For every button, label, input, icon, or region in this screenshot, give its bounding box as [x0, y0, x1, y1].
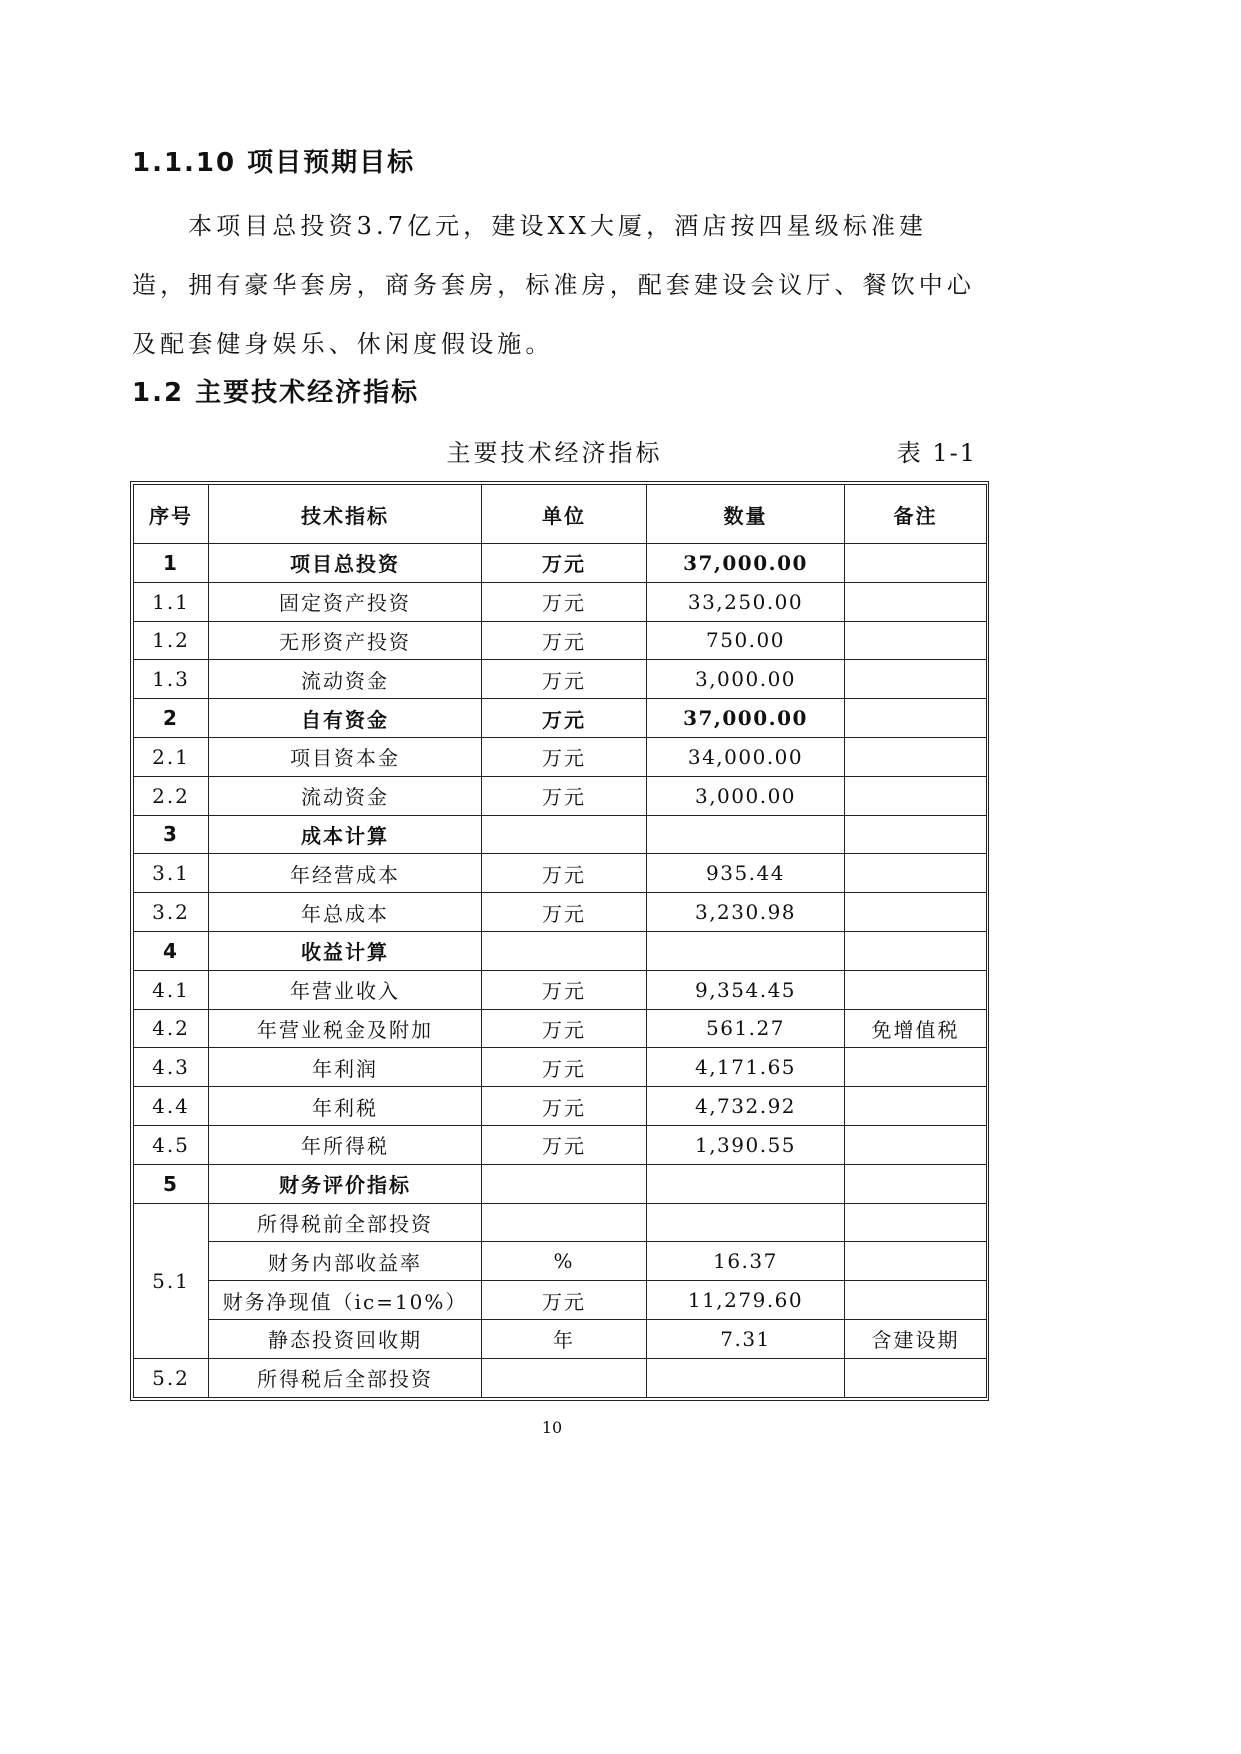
row-remark	[845, 1281, 987, 1320]
row-remark	[845, 854, 987, 893]
row-quantity: 34,000.00	[647, 737, 845, 776]
row-remark	[845, 1087, 987, 1126]
table-caption	[132, 433, 977, 473]
row-indicator: 静态投资回收期	[209, 1319, 482, 1358]
row-indicator: 固定资产投资	[209, 582, 482, 621]
row-unit: 万元	[482, 737, 647, 776]
row-unit: %	[482, 1242, 647, 1281]
header-remark: 备注	[845, 485, 987, 544]
row-seq: 3	[134, 815, 209, 854]
table-row	[134, 699, 987, 738]
section-heading-1-1-10: 1.1.10 项目预期目标	[132, 148, 416, 178]
row-remark	[845, 582, 987, 621]
table-row	[134, 1319, 987, 1358]
row-remark	[845, 737, 987, 776]
row-indicator: 所得税后全部投资	[209, 1358, 482, 1397]
table-row	[134, 854, 987, 893]
row-indicator: 年利润	[209, 1048, 482, 1087]
row-remark	[845, 1242, 987, 1281]
row-quantity	[647, 1358, 845, 1397]
row-seq: 4.5	[134, 1125, 209, 1164]
row-indicator: 财务评价指标	[209, 1164, 482, 1203]
row-quantity: 7.31	[647, 1319, 845, 1358]
row-seq: 2.1	[134, 737, 209, 776]
row-indicator: 收益计算	[209, 931, 482, 970]
row-seq: 4.2	[134, 1009, 209, 1048]
row-remark	[845, 1358, 987, 1397]
row-unit	[482, 1164, 647, 1203]
row-unit: 万元	[482, 970, 647, 1009]
row-remark	[845, 931, 987, 970]
row-seq: 3.1	[134, 854, 209, 893]
table-row	[134, 1281, 987, 1320]
table-row	[134, 737, 987, 776]
row-remark	[845, 660, 987, 699]
table-row	[134, 1009, 987, 1048]
row-unit: 万元	[482, 621, 647, 660]
row-unit: 万元	[482, 1125, 647, 1164]
row-indicator: 流动资金	[209, 660, 482, 699]
row-quantity	[647, 1164, 845, 1203]
row-seq: 5.1	[134, 1203, 209, 1358]
table-row	[134, 1164, 987, 1203]
row-quantity: 935.44	[647, 854, 845, 893]
row-seq: 4.1	[134, 970, 209, 1009]
row-indicator: 项目资本金	[209, 737, 482, 776]
page-number: 10	[541, 1418, 563, 1437]
row-indicator: 成本计算	[209, 815, 482, 854]
row-unit: 万元	[482, 1048, 647, 1087]
row-unit: 万元	[482, 1009, 647, 1048]
row-quantity: 3,000.00	[647, 776, 845, 815]
row-quantity: 11,279.60	[647, 1281, 845, 1320]
row-remark: 免增值税	[845, 1009, 987, 1048]
row-seq: 3.2	[134, 893, 209, 932]
row-seq: 1.3	[134, 660, 209, 699]
row-seq: 2.2	[134, 776, 209, 815]
row-indicator: 年营业收入	[209, 970, 482, 1009]
row-indicator: 年营业税金及附加	[209, 1009, 482, 1048]
row-quantity: 1,390.55	[647, 1125, 845, 1164]
row-unit: 万元	[482, 544, 647, 583]
row-remark	[845, 815, 987, 854]
row-remark	[845, 1203, 987, 1242]
row-quantity: 37,000.00	[647, 544, 845, 583]
row-indicator: 年所得税	[209, 1125, 482, 1164]
row-seq: 1.2	[134, 621, 209, 660]
row-unit: 万元	[482, 854, 647, 893]
row-unit	[482, 815, 647, 854]
row-indicator: 财务净现值（ic=10%）	[209, 1281, 482, 1320]
table-row	[134, 815, 987, 854]
row-unit: 万元	[482, 699, 647, 738]
project-goal-paragraph: 本项目总投资3.7亿元，建设XX大厦，酒店按四星级标准建造，拥有豪华套房，商务套房，标准房，配套建设会议厅、餐饮中心及配套健身娱乐、休闲度假设施。	[132, 212, 975, 358]
row-unit: 万元	[482, 660, 647, 699]
row-remark: 含建设期	[845, 1319, 987, 1358]
row-indicator: 自有资金	[209, 699, 482, 738]
row-seq: 5.2	[134, 1358, 209, 1397]
table-row	[134, 621, 987, 660]
table-row	[134, 970, 987, 1009]
table-title: 主要技术经济指标	[446, 439, 663, 467]
header-seq: 序号	[134, 485, 209, 544]
row-indicator: 项目总投资	[209, 544, 482, 583]
row-indicator: 所得税前全部投资	[209, 1203, 482, 1242]
row-seq: 4	[134, 931, 209, 970]
row-unit	[482, 1203, 647, 1242]
row-unit: 万元	[482, 893, 647, 932]
row-quantity: 9,354.45	[647, 970, 845, 1009]
row-indicator: 财务内部收益率	[209, 1242, 482, 1281]
row-quantity: 3,000.00	[647, 660, 845, 699]
row-seq: 4.4	[134, 1087, 209, 1126]
row-quantity: 16.37	[647, 1242, 845, 1281]
indicator-table	[133, 484, 987, 1398]
row-unit: 万元	[482, 1087, 647, 1126]
row-remark	[845, 1164, 987, 1203]
row-unit	[482, 931, 647, 970]
row-unit: 万元	[482, 1281, 647, 1320]
row-quantity	[647, 815, 845, 854]
row-remark	[845, 621, 987, 660]
row-seq: 5	[134, 1164, 209, 1203]
row-unit	[482, 1358, 647, 1397]
header-unit: 单位	[482, 485, 647, 544]
header-indicator: 技术指标	[209, 485, 482, 544]
row-quantity: 750.00	[647, 621, 845, 660]
table-row	[134, 776, 987, 815]
row-indicator: 无形资产投资	[209, 621, 482, 660]
row-quantity	[647, 1203, 845, 1242]
row-quantity	[647, 931, 845, 970]
table-row	[134, 544, 987, 583]
table-row	[134, 660, 987, 699]
row-indicator: 流动资金	[209, 776, 482, 815]
table-row	[134, 1358, 987, 1397]
row-seq: 2	[134, 699, 209, 738]
table-row	[134, 582, 987, 621]
row-remark	[845, 1125, 987, 1164]
row-quantity: 4,732.92	[647, 1087, 845, 1126]
table-row	[134, 1087, 987, 1126]
table-row	[134, 1125, 987, 1164]
row-quantity: 33,250.00	[647, 582, 845, 621]
table-header-row	[134, 485, 987, 544]
row-indicator: 年总成本	[209, 893, 482, 932]
row-unit: 万元	[482, 582, 647, 621]
row-indicator: 年经营成本	[209, 854, 482, 893]
row-quantity: 561.27	[647, 1009, 845, 1048]
section-heading-1-2: 1.2 主要技术经济指标	[132, 378, 420, 408]
table-number: 表 1-1	[896, 439, 977, 467]
row-quantity: 3,230.98	[647, 893, 845, 932]
row-remark	[845, 893, 987, 932]
row-remark	[845, 544, 987, 583]
indicator-table-frame	[130, 481, 989, 1401]
row-quantity: 37,000.00	[647, 699, 845, 738]
table-row	[134, 1242, 987, 1281]
table-row	[134, 1203, 987, 1242]
row-remark	[845, 970, 987, 1009]
table-row	[134, 893, 987, 932]
header-quantity: 数量	[647, 485, 845, 544]
row-remark	[845, 776, 987, 815]
table-row	[134, 1048, 987, 1087]
row-seq: 1	[134, 544, 209, 583]
row-unit: 年	[482, 1319, 647, 1358]
row-remark	[845, 699, 987, 738]
row-seq: 1.1	[134, 582, 209, 621]
row-unit: 万元	[482, 776, 647, 815]
row-seq: 4.3	[134, 1048, 209, 1087]
row-quantity: 4,171.65	[647, 1048, 845, 1087]
table-row	[134, 931, 987, 970]
row-indicator: 年利税	[209, 1087, 482, 1126]
row-remark	[845, 1048, 987, 1087]
